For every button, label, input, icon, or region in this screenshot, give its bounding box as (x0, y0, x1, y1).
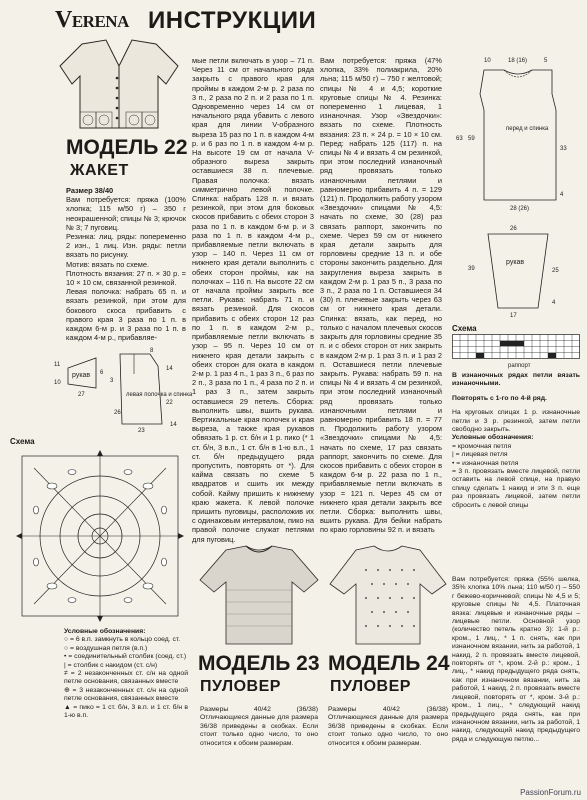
legend-item: ▲ = пико = 1 ст. б/н, 3 в.п. и 1 ст. б/н в 1-ю в.п. (64, 703, 188, 720)
model23-sketch (196, 540, 322, 650)
legend-item: | = лицевая петля (452, 451, 508, 459)
svg-text:26: 26 (114, 410, 121, 416)
svg-text:26: 26 (510, 226, 517, 232)
circular-note: На круговых спицах 1 р. изнаночные петли и 3 р. резинкой, затем петли свободно закрыть. (452, 409, 580, 434)
legend-item: = кромочная петля (452, 442, 512, 450)
crochet-schema (12, 446, 188, 626)
legend-item: = 3 п. провязать вместе лицевой, петли оставить на левой спице, на правую спицу сделать 1 накид и эти 3 п. еще раз провязать лицевой, затем петли сбросить с левой спицы (452, 468, 580, 509)
model22-subtitle: ЖАКЕТ (70, 162, 129, 179)
model23-sizes: Размеры 40/42 (36/38) Отличающиеся данные для размера 36/38 приведены в скобках. Если стоит только одно число, то оно относится к обоим размерам. (200, 706, 318, 747)
page-title: ИНСТРУКЦИИ (148, 7, 317, 34)
model22-rib: Резинка: лиц. ряды: попеременно 2 изн., 1 лиц. Изн. ряды: петли вязать по рисунку. (66, 232, 186, 260)
model22-pattern-diagram (50, 344, 193, 434)
svg-text:39: 39 (468, 266, 475, 272)
model24-subtitle: ПУЛОВЕР (330, 678, 411, 695)
legend-item: • = изнаночная петля (452, 459, 519, 467)
front-back-label: левая полочка и спинка (126, 392, 193, 398)
legend-item: | = столбик с накидом (ст. с/н) (64, 661, 158, 669)
svg-text:25: 25 (552, 268, 559, 274)
model22-size: Размер 38/40 (66, 186, 114, 195)
model24-col4: Вам потребуется: пряжа (55% шелка, 35% хлопка 10% льна; 110 м/50 г) – 550 г бежево-коричневой; спицы № 4,5 и 5; круговые спицы № 4,5. Платочная вязка: лицевые и изнаночные ряды – лицевые петли. Основной узор (количество петель кратно 3): 1-й р.: кром., 1 лиц., * 1 п. снять, как при изнаночном вязании, нить за работой, 1 накид, 2 п. провязать вместе лицевой, повторять от *, кром. 2-й р.: кром., 1 лиц., * накид предыдущего ряда снять, как при изнаночном вязании, нить за работой, 1 накид, 2 п. провязать вместе лицевой, повторять от *, кром. 3-й р.: кром., 1 лиц., * следующий накид предыдущего ряда снять, как при изнаночном вязании, нить за работой, 1 накид, следующий накид предыдущего ряда и следующую петлю... (452, 576, 580, 743)
legend-item: ○ = воздушная петля (в.п.) (64, 644, 148, 652)
svg-text:14: 14 (166, 366, 173, 372)
brand-logo: Verena (55, 7, 129, 33)
legend-title: Условные обозначения: (64, 628, 146, 635)
model22-schema-label: Схема (10, 437, 35, 446)
legend-item: • = соединительный столбик (соед. ст.) (64, 653, 187, 661)
model22-col1 (66, 186, 186, 342)
schema-note: В изнаночных рядах петли вязать изнаночными. (452, 372, 580, 388)
model22-density: Плотность вязания: 27 п. × 30 р. = 10 × 10 см, связанной резинкой. (66, 268, 186, 288)
source-watermark: PassionForum.ru (520, 788, 581, 797)
rapport-label: раппорт (508, 363, 531, 369)
model24-sizes: Размеры 40/42 (36/38) Отличающиеся данные для размера 36/38 приведены в скобках. Если стоит только одно число, то оно относится к обоим размерам. (328, 706, 448, 747)
knit-schema-grid (452, 334, 580, 370)
svg-text:10: 10 (54, 380, 61, 386)
model22-col2: мые петли включать в узор – 71 п. Через 11 см от начального ряда закрыть с правого края для проймы в каждом 2-м р. 2 раза по 3 п., 2 раза по 2 п. и 2 раза по 1 п. Одновременно через 14 см от начального ряда убавить с левого края для линии V-образного выреза 15 раз по 1 п. в каждом 4-м р. и 6 раз по 1 п. в каждом 4-м р. На высоте 19 см от начала V-образного выреза закрыть оставшиеся 38 п. плечевые. Правая полочка: вязать симметрично левой полочке. Спинка: набрать 128 п. и вязать резинкой, при этом для боковых скосов прибавить с обеих сторон 3 раза по 1 п. в каждом 6-м р. и 3 раза по 1 п. в каждом 4-м р., прибавляемые петли включать в узор – 140 п. Через 11 см от нижнего края детали выполнить с обеих сторон проймы, как на полочках – 116 п. На высоте 22 см от начала проймы закрыть все петли. Рукава: набрать 71 п. и вязать резинкой. Для скосов прибавить с обеих сторон 12 раз по 1 п. в каждом 2-м р., прибавляемые петли включать в узор – 95 п. Через 10 см от нижнего края детали закрыть с обеих сторон для оката в каждом 2-м р. 1 раз 4 п., 1 раз 3 п., 6 раз по 2 п., 3 раза по 1 п., 4 раза по 2 п. и 1 раз 3 п., затем закрыть оставшиеся 29 петель. Сборка: выполнить швы, вшить рукава. Вертикальные края полочек и края выреза, а также края рукавов обвязать 1 р. ст. б/н и 1 р. пико (* 1 ст. б/н, 3 в.п., 1 ст. б/н в 1-ю в.п., 1 ст. б/н предыдущего ряда пропустить, повторять от *). Для кайма связать по схеме 5 квадратов и сшить их между собой. Кайму пришить к нижнему краю жакета. К левой полочке пришить пуговицы, расположив их с одинаковым интервалом, пико на правой полочке служат петлями для пуговиц. (192, 56, 314, 544)
svg-text:4: 4 (552, 300, 556, 306)
svg-text:18 (16): 18 (16) (508, 58, 528, 64)
svg-text:6: 6 (100, 370, 104, 376)
model23-title: МОДЕЛЬ 23 (198, 652, 320, 675)
model22-title: МОДЕЛЬ 22 (66, 136, 188, 159)
svg-text:22: 22 (166, 400, 173, 406)
model22-materials: Вам потребуется: пряжа (100% хлопка; 115 м/50 г) – 350 г неокрашенной; спицы № 3; крючок № 3; 7 пуговиц. (66, 195, 186, 232)
svg-text:63: 63 (456, 136, 463, 142)
front-back-label: перед и спинка (506, 126, 549, 132)
legend-title: Условные обозначения: (452, 434, 534, 442)
svg-text:33: 33 (560, 146, 567, 152)
model24-pattern-diagram (448, 50, 586, 320)
svg-text:14: 14 (170, 422, 177, 428)
legend-item: ○ = 6 в.п. замкнуть в кольцо соед. ст. (64, 636, 181, 644)
svg-text:4: 4 (560, 192, 564, 198)
sleeve-label: рукав (506, 259, 525, 266)
model24-title: МОДЕЛЬ 24 (328, 652, 450, 675)
repeat-note: Повторять с 1-го по 4-й ряд. (452, 394, 547, 402)
model23-subtitle: ПУЛОВЕР (200, 678, 281, 695)
svg-text:17: 17 (510, 313, 517, 319)
legend-item: ≠ = 2 незаконченных ст. с/н на одной петле основания, связанных вместе (64, 670, 188, 686)
model24-sketch (326, 540, 450, 650)
svg-text:10: 10 (484, 58, 491, 64)
svg-text:8: 8 (150, 348, 154, 354)
svg-text:23: 23 (138, 428, 145, 434)
svg-text:27: 27 (78, 392, 85, 398)
svg-text:5: 5 (544, 58, 548, 64)
svg-text:59: 59 (468, 136, 475, 142)
model22-motif: Мотив: вязать по схеме. (66, 259, 150, 269)
svg-text:3: 3 (110, 378, 114, 384)
model24-schema-label: Схема (452, 324, 477, 333)
legend-item: ⊕ = 3 незаконченных ст. с/н на одной петле основания, связанных вместе (64, 686, 188, 703)
model24-schema-notes (452, 372, 580, 582)
model22-legend (64, 628, 188, 768)
sleeve-label: рукав (72, 372, 91, 379)
svg-text:28 (26): 28 (26) (510, 206, 530, 212)
model22-left-front: Левая полочка: набрать 65 п. и вязать резинкой, при этом для бокового скоса прибавить с правого края 3 раза по 1 п. в каждом 6-м р. и 3 раза по 1 п. в каждом 4-м р., прибавляе- (66, 287, 186, 343)
svg-text:11: 11 (54, 362, 61, 368)
model24-col3: Вам потребуется: пряжа (47% хлопка, 33% полиакрила, 20% льна; 115 м/50 г) – 750 г желтовой; спицы № 4 и 4,5; короткие круговые спицы № 4. Резинка: попеременно 1 лицевая, 1 изнаночная. Узор «Звездочки»: вязать по схеме. Плотность вязания: 23 п. × 24 р. = 10 × 10 см. Перед: набрать 125 (117) п. на спицы № 4 и вязать 4 см резинкой, при этом последний изнаночный ряд провязать только изнаночными петлями и равномерно прибавить 4 п. = 129 (121) п. Продолжить работу узором «Звездочки» спицами № 4,5: начать по схеме, 30 (28) раз связать раппорт, закончить по схеме. Через 59 см от нижнего края детали закрыть для горловины средние 13 п. и обе стороны закончить раздельно. Для закругления выреза закрыть в каждом 2-м р. 1 раз 5 п., 3 раза по 3 п., 2 раза по 1 п. Оставшиеся 34 (30) п. плечевые закрыть через 63 см от нижнего края детали. Спинка: вязать, как перед, но только с началом плечевых скосов закрыть для горловины средние 35 п. и с обеих сторон от них закрыть в каждом 2-м р. 1 раз 3 п. и 1 раз 2 п. Оставшиеся петли плечевые закрыть. Рукава: набрать 59 п. на спицы № 4 и вязать 4 см резинкой, при этом последний изнаночный ряд провязать только изнаночными петлями и равномерно прибавить 18 п. = 77 п. Продолжить работу узором «Звездочки» спицами № 4,5: начать по схеме, 17 раз связать раппорт, закончить по схеме. Для скосов прибавить с обеих сторон в каждом 6-м р. 22 раза по 1 п., прибавляемые петли включать в узор = 121 п. Через 45 см от нижнего края детали закрыть все петли. Сборка: выполнить швы, вшить рукава. Для бейки набрать по краю горловины 92 п. и вязать (320, 56, 442, 535)
jacket-sketch (54, 36, 184, 136)
